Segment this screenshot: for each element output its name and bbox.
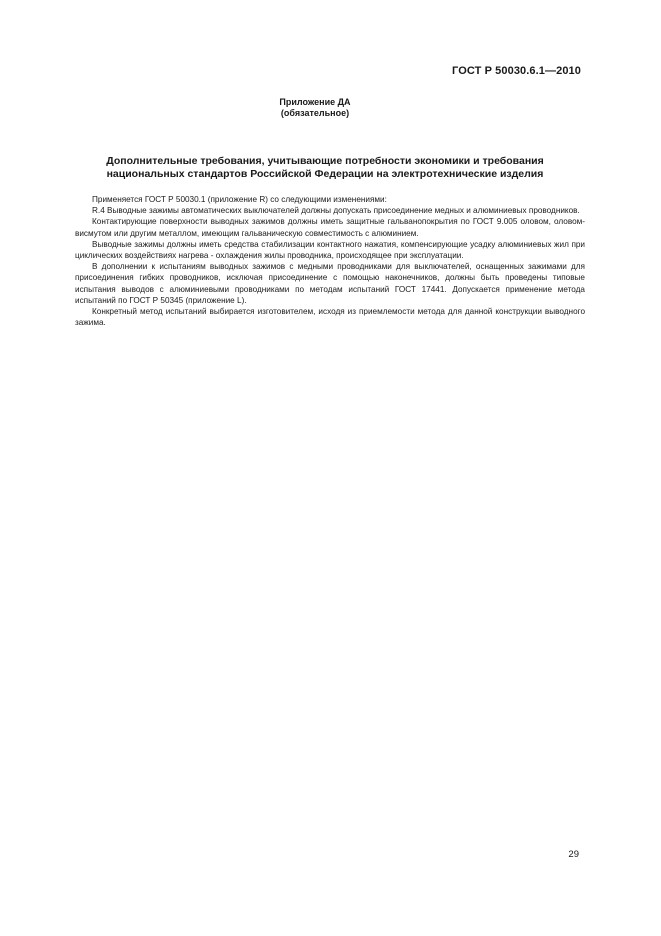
- paragraph-type-tests: В дополнении к испытаниям выводных зажимов с медными проводниками для выключателей, оснащенных зажимами для присоединения гибких проводников, исключая присоединение с помощью наконечников, должны быть проведены типовые испытания выводов с алюминиевыми проводниками по методам испытаний ГОСТ 17441. Допускается применение метода испытаний по ГОСТ Р 50345 (приложение L).: [75, 262, 585, 305]
- page-number: 29: [568, 849, 579, 860]
- annex-status: (обязательное): [280, 108, 350, 118]
- paragraph-coatings: Контактирующие поверхности выводных зажимов должны иметь защитные гальванопокрытия по ГОСТ 9.005 оловом, оловом-висмутом или другим металлом, имеющим гальваническую совместимость с алюминием.: [75, 217, 585, 238]
- annex-title: Приложение ДА: [279, 97, 351, 107]
- paragraph-r4: R.4 Выводные зажимы автоматических выключателей должны допускать присоединение медных и алюминиевых проводников.: [92, 206, 580, 216]
- paragraph-intro: Применяется ГОСТ Р 50030.1 (приложение R) со следующими изменениями:: [92, 195, 387, 204]
- annex-heading: [0, 97, 630, 119]
- section-title-line-2: национальных стандартов Российской Федерации на электротехнические изделия: [106, 168, 544, 180]
- section-title: [60, 155, 590, 181]
- section-title-line-1: Дополнительные требования, учитывающие потребности экономики и требования: [106, 155, 544, 167]
- standard-code-header: ГОСТ Р 50030.6.1—2010: [452, 65, 581, 77]
- body-text: [75, 194, 585, 328]
- paragraph-method-choice: Конкретный метод испытаний выбирается изготовителем, исходя из приемлемости метода для данной конструкции выводного зажима.: [75, 307, 585, 328]
- paragraph-stabilization: Выводные зажимы должны иметь средства стабилизации контактного нажатия, компенсирующие усадку алюминиевых жил при циклических воздействиях нагрева - охлаждения жилы проводника, происходящее при эксплуатации.: [75, 239, 585, 261]
